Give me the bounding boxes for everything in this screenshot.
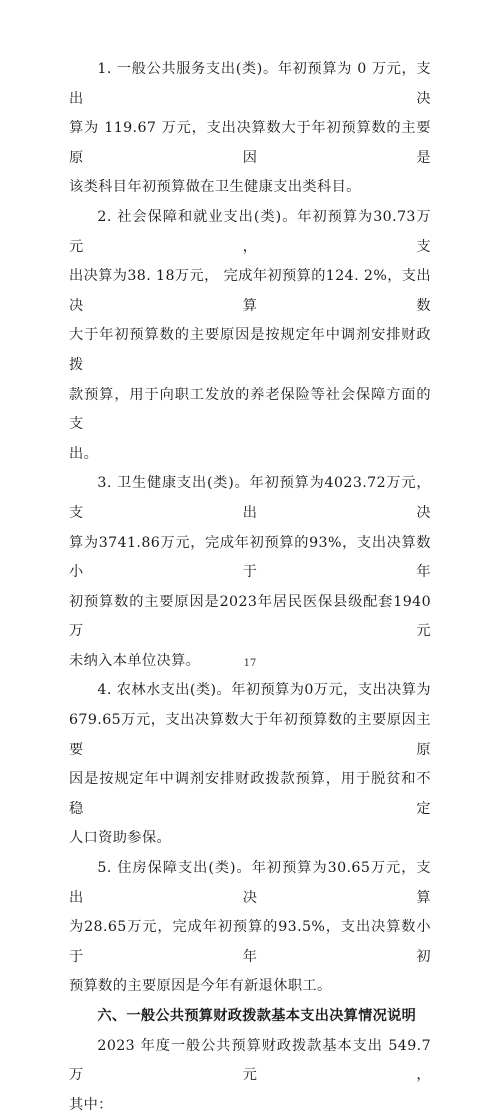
paragraph-line: 款预算，用于向职工发放的养老保险等社会保障方面的支 bbox=[69, 386, 431, 433]
paragraph-line: 该类科目年初预算做在卫生健康支出类科目。 bbox=[69, 179, 361, 196]
paragraph-line: 2023 年度一般公共预算财政拨款基本支出 549.7 万元， bbox=[69, 1037, 431, 1084]
paragraph-basic-expenditure bbox=[69, 1032, 431, 1120]
paragraph-housing bbox=[69, 854, 431, 1002]
section-heading: 六、一般公共预算财政拨款基本支出决算情况说明 bbox=[97, 1008, 417, 1024]
paragraph-line: 为28.65万元，完成年初预算的93.5%，支出决算数小于年初 bbox=[69, 919, 431, 965]
paragraph-line: 初预算数的主要原因是2023年居民医保县级配套1940万元 bbox=[69, 593, 431, 640]
paragraph-line: 大于年初预算数的主要原因是按规定年中调剂安排财政拨 bbox=[69, 327, 431, 373]
paragraph-line: 4. 农林水支出(类)。年初预算为0万元，支出决算为 bbox=[97, 682, 431, 699]
paragraph-line: 未纳入本单位决算。 bbox=[69, 652, 201, 669]
paragraph-line: 5. 住房保障支出(类)。年初预算为30.65万元，支出决算 bbox=[69, 860, 431, 906]
paragraph-health bbox=[69, 469, 431, 676]
paragraph-line: 其中： bbox=[69, 1096, 113, 1113]
paragraph-line: 679.65万元，支出决算数大于年初预算数的主要原因主要原 bbox=[69, 712, 431, 758]
paragraph-line: 算为3741.86万元，完成年初预算的93%，支出决算数小于年 bbox=[69, 534, 431, 581]
paragraph-line: 3. 卫生健康支出(类)。年初预算为4023.72万元，支出决 bbox=[69, 475, 431, 521]
paragraph-general-public-services bbox=[69, 55, 431, 203]
paragraph-line: 2. 社会保障和就业支出(类)。年初预算为30.73万元，支 bbox=[69, 208, 431, 255]
document-body bbox=[69, 55, 431, 1120]
paragraph-social-security bbox=[69, 203, 431, 469]
page-number: 17 bbox=[243, 658, 257, 669]
paragraph-line: 出决算为38. 18万元， 完成年初预算的124. 2%，支出决算数 bbox=[69, 268, 431, 314]
paragraph-line: 预算数的主要原因是今年有新退休职工。 bbox=[69, 978, 332, 995]
paragraph-line: 出。 bbox=[69, 445, 99, 462]
paragraph-line: 因是按规定年中调剂安排财政拨款预算，用于脱贫和不稳定 bbox=[69, 771, 431, 817]
paragraph-agriculture bbox=[69, 676, 431, 854]
paragraph-line: 人口资助参保。 bbox=[69, 830, 172, 847]
paragraph-line: 算为 119.67 万元，支出决算数大于年初预算数的主要原因是 bbox=[69, 120, 431, 166]
paragraph-line: 1. 一般公共服务支出(类)。年初预算为 0 万元，支出决 bbox=[69, 61, 431, 107]
